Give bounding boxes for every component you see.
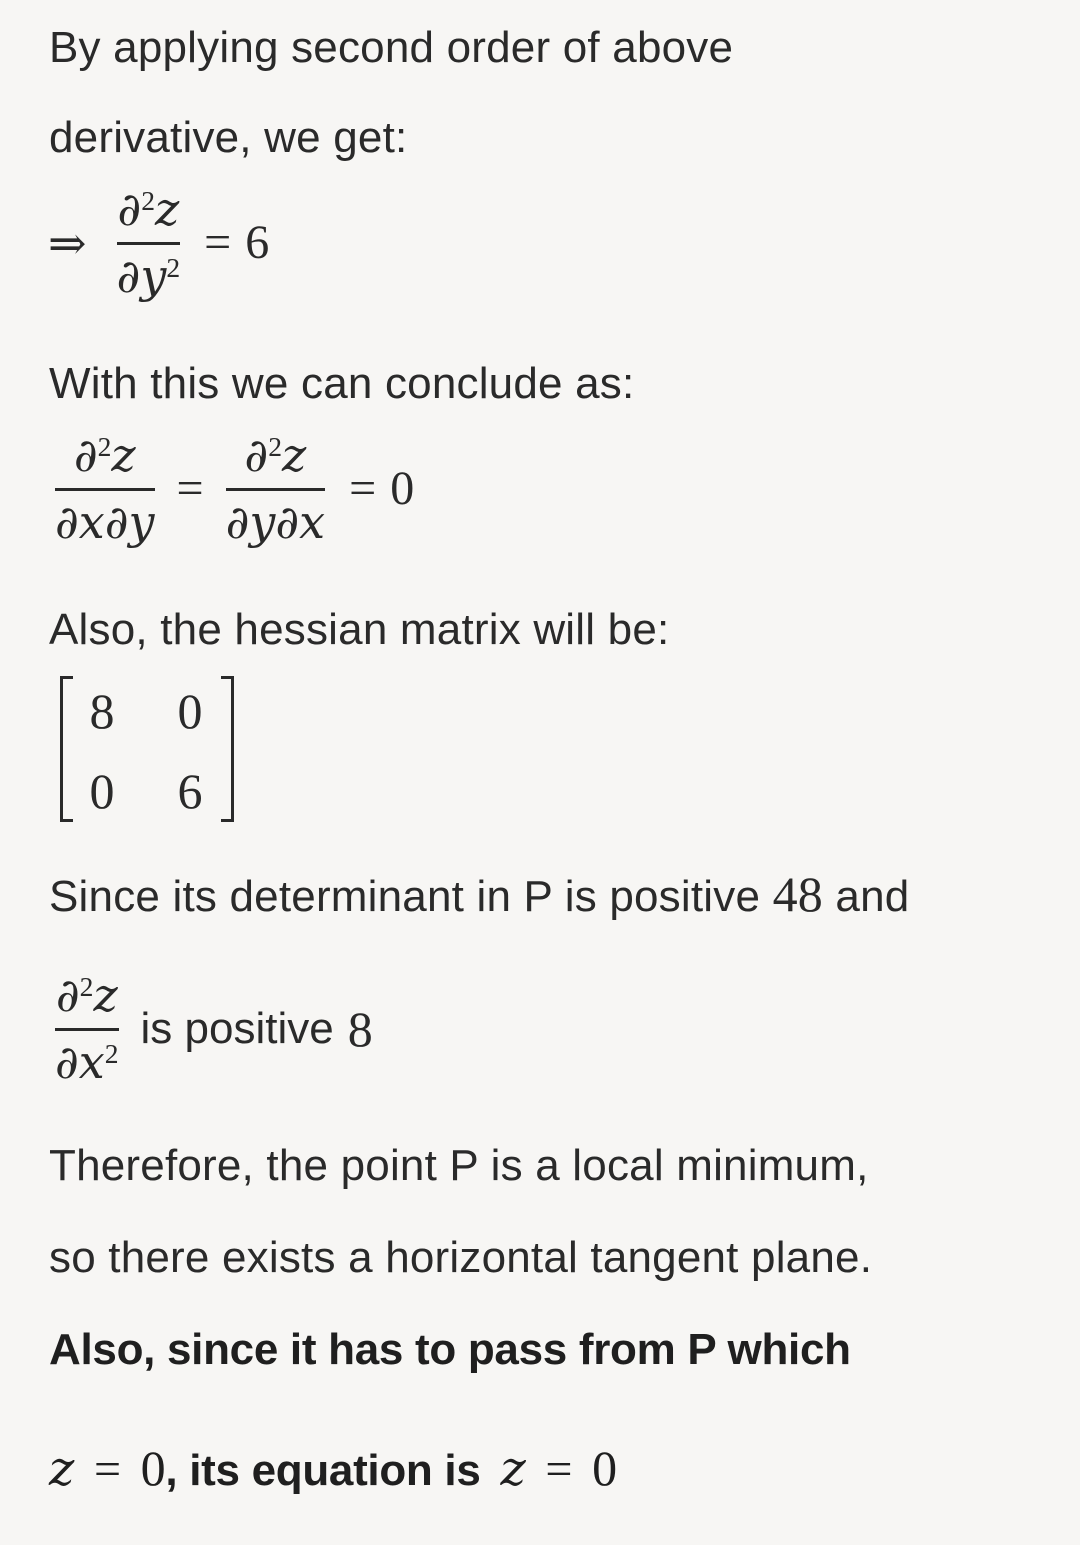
exponent: 2: [141, 184, 155, 216]
variable-z: z: [500, 1441, 526, 1497]
variable-z: z: [282, 428, 307, 482]
matrix-cell-r2c2: 6: [177, 763, 203, 819]
equals-sign: =: [545, 1443, 573, 1496]
text-line-7: Therefore, the point P is a local minimum,: [49, 1141, 869, 1190]
zero-value: 0: [140, 1440, 166, 1496]
partial-symbol: ∂: [244, 428, 269, 482]
rhs-value: 0: [390, 462, 415, 515]
equation-second-derivative-x: [55, 968, 373, 1089]
equals-sign: =: [176, 462, 204, 515]
denominator: ∂y∂x: [225, 495, 326, 549]
fraction-bar: [55, 488, 155, 491]
fraction-bar: [226, 488, 326, 491]
matrix-cell-r1c2: 0: [177, 683, 203, 739]
partial-symbol: ∂: [55, 968, 80, 1022]
denominator: ∂x∂y: [55, 495, 155, 549]
text-line-3: With this we can conclude as:: [49, 359, 635, 408]
variable-z: z: [111, 428, 136, 482]
text-line-8: so there exists a horizontal tangent plane.: [49, 1233, 873, 1282]
equals-sign: =: [93, 1443, 121, 1496]
equals-sign: =: [204, 216, 232, 269]
partial-symbol: ∂: [117, 182, 142, 236]
exponent: 2: [97, 430, 112, 462]
and-text: and: [835, 872, 910, 921]
text-line-4: Also, the hessian matrix will be:: [49, 605, 670, 654]
implies-symbol: ⇒: [48, 217, 87, 269]
text-line-2: derivative, we get:: [49, 113, 408, 162]
fraction-d2z-dxdy: [55, 428, 155, 549]
text-line-5: [49, 868, 909, 923]
denominator: ∂x: [55, 1035, 105, 1089]
equals-sign: =: [349, 462, 377, 515]
fraction-d2z-dx2: [55, 968, 119, 1089]
positive-value: 8: [347, 1000, 373, 1057]
variable-z: z: [49, 1441, 74, 1497]
fraction-bar: [117, 242, 181, 245]
left-bracket: [60, 676, 73, 822]
right-bracket: [221, 676, 234, 822]
exponent: 2: [104, 1037, 119, 1069]
rhs-value: 6: [245, 216, 270, 269]
equation-mixed-partials: [55, 428, 415, 549]
fraction-bar: [55, 1028, 119, 1031]
text-line-10: [49, 1442, 617, 1497]
exponent: 2: [268, 430, 283, 462]
variable-z: z: [155, 182, 180, 236]
zero-value: 0: [592, 1440, 617, 1496]
variable-z: z: [93, 968, 118, 1022]
exponent: 2: [166, 251, 181, 283]
fraction-d2z-dy2: [116, 182, 181, 303]
exponent: 2: [79, 970, 94, 1002]
text-line-1: By applying second order of above: [49, 23, 734, 72]
hessian-matrix: [60, 676, 234, 818]
matrix-cell-r1c1: 8: [89, 683, 115, 739]
denominator: ∂y: [116, 249, 167, 303]
equation-text: , its equation is: [165, 1446, 481, 1495]
equation-second-derivative-y: [48, 182, 270, 303]
determinant-text: Since its determinant in P is positive: [49, 872, 761, 921]
determinant-value: 48: [772, 866, 823, 922]
text-line-9: Also, since it has to pass from P which: [49, 1325, 851, 1374]
is-positive-text: is positive: [140, 1003, 334, 1053]
partial-symbol: ∂: [73, 428, 98, 482]
matrix-cell-r2c1: 0: [89, 763, 115, 819]
fraction-d2z-dydx: [225, 428, 326, 549]
